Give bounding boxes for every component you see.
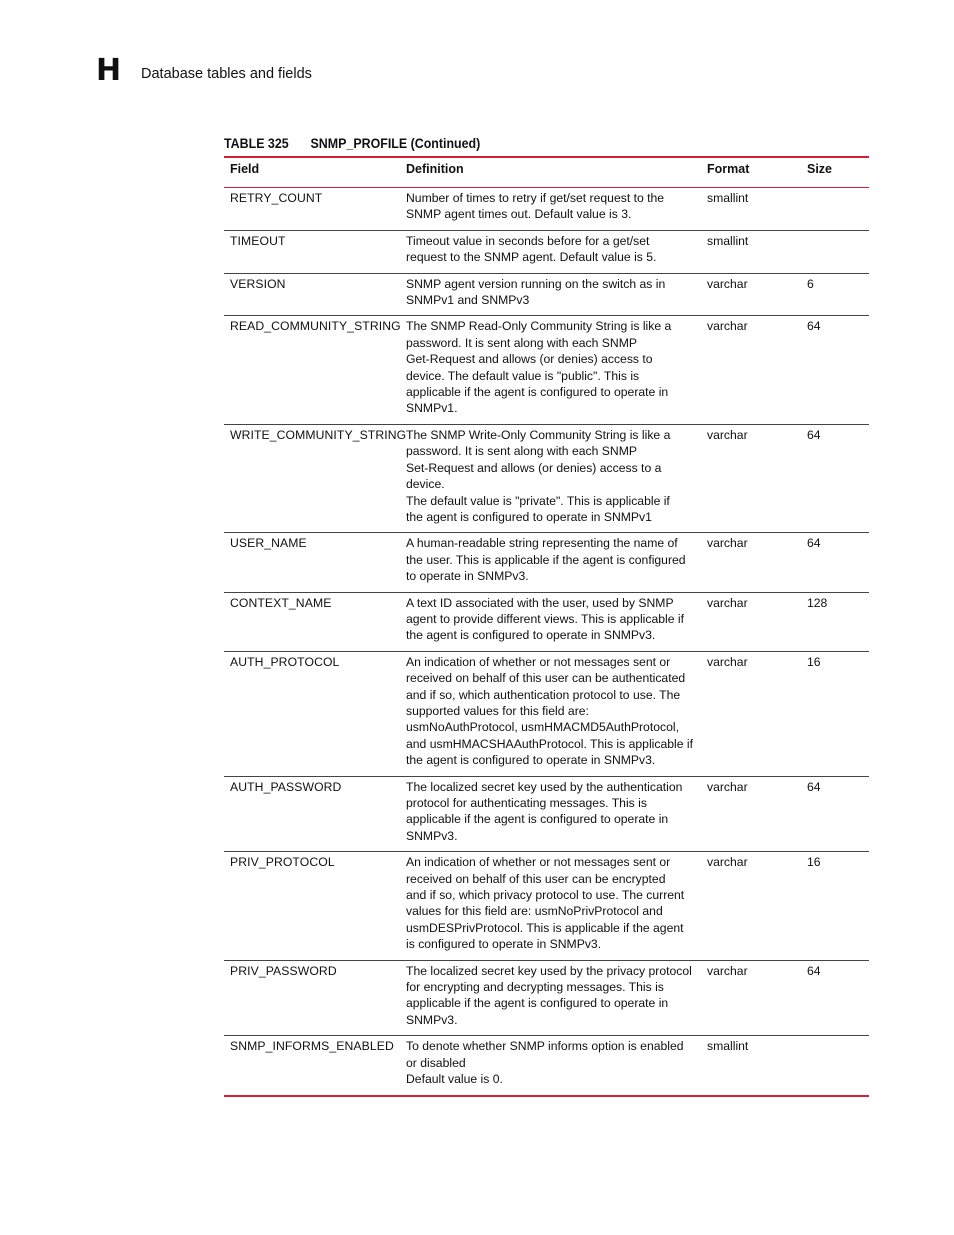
table-row <box>224 316 869 424</box>
cell-size: 16 <box>807 654 821 669</box>
definition-line: An indication of whether or not messages sent or <box>406 855 671 870</box>
definition-line: SNMP agent times out. Default value is 3. <box>406 207 632 222</box>
table-row <box>224 533 869 592</box>
column-header-format: Format <box>707 162 750 176</box>
cell-field: AUTH_PROTOCOL <box>230 654 340 669</box>
table-header-row <box>224 157 869 188</box>
cell-definition <box>400 230 701 273</box>
table-title: SNMP_PROFILE (Continued) <box>310 136 481 151</box>
cell-definition <box>400 776 701 852</box>
cell-definition <box>400 424 701 532</box>
cell-field: VERSION <box>230 276 286 291</box>
definition-line: the agent is configured to operate in SNMPv1 <box>406 509 652 524</box>
cell-field: CONTEXT_NAME <box>230 595 332 610</box>
definition-line: protocol for authenticating messages. This is <box>406 796 647 810</box>
cell-format: varchar <box>707 276 748 291</box>
definition-line: and usmHMACSHAAuthProtocol. This is applicable if <box>406 736 693 751</box>
definition-line: request to the SNMP agent. Default value is 5. <box>406 250 657 265</box>
cell-format: smallint <box>707 191 749 205</box>
cell-field: RETRY_COUNT <box>230 191 323 205</box>
snmp-profile-table <box>224 156 869 1097</box>
cell-definition <box>400 651 701 776</box>
cell-size: 6 <box>807 276 814 291</box>
cell-definition <box>400 592 701 651</box>
definition-line: device. <box>406 477 445 492</box>
chapter-letter: H <box>96 53 122 88</box>
cell-size: 64 <box>807 427 821 442</box>
cell-definition <box>400 273 701 316</box>
definition-line: agent to provide different views. This is applicable if <box>406 611 684 626</box>
definition-line: SNMP agent version running on the switch as in <box>406 276 666 291</box>
cell-field: PRIV_PASSWORD <box>230 963 337 978</box>
definition-line: is configured to operate in SNMPv3. <box>406 937 602 952</box>
cell-format: varchar <box>707 536 748 551</box>
definition-line: Default value is 0. <box>406 1072 503 1087</box>
cell-format: varchar <box>707 595 748 610</box>
cell-definition <box>400 960 701 1036</box>
cell-format: varchar <box>707 654 748 669</box>
table-row <box>224 776 869 852</box>
cell-size: 128 <box>807 595 828 610</box>
cell-field: TIMEOUT <box>230 233 286 248</box>
cell-size <box>801 188 869 231</box>
definition-line: applicable if the agent is configured to operate in <box>406 996 669 1011</box>
table-row <box>224 960 869 1036</box>
cell-format: varchar <box>707 319 748 334</box>
definition-line: device. The default value is "public". This is <box>406 368 640 383</box>
table-row <box>224 651 869 776</box>
definition-line: A human-readable string representing the name of <box>406 536 678 551</box>
cell-size: 64 <box>807 779 821 794</box>
cell-format: varchar <box>707 855 748 870</box>
definition-line: Get-Request and allows (or denies) access to <box>406 352 653 367</box>
cell-size: 64 <box>807 536 821 551</box>
table-number: TABLE 325 <box>224 136 289 151</box>
definition-line: to operate in SNMPv3. <box>406 569 529 584</box>
definition-line: the agent is configured to operate in SNMPv3. <box>406 628 656 643</box>
column-header-size: Size <box>807 162 833 176</box>
table-row <box>224 592 869 651</box>
cell-size <box>801 1036 869 1096</box>
cell-field: SNMP_INFORMS_ENABLED <box>230 1039 394 1054</box>
definition-line: SNMPv3. <box>406 1012 458 1027</box>
cell-field: READ_COMMUNITY_STRING <box>230 319 401 334</box>
definition-line: Set-Request and allows (or denies) access to a <box>406 460 662 475</box>
definition-line: applicable if the agent is configured to operate in <box>406 812 669 827</box>
definition-line: the agent is configured to operate in SNMPv3. <box>406 753 656 768</box>
cell-format: smallint <box>707 233 749 248</box>
definition-line: values for this field are: usmNoPrivProtocol and <box>406 904 663 919</box>
column-header-field: Field <box>230 162 260 176</box>
cell-field: WRITE_COMMUNITY_STRING <box>230 427 407 442</box>
definition-line: The localized secret key used by the privacy protocol <box>406 963 692 978</box>
definition-line: or disabled <box>406 1055 466 1070</box>
definition-line: To denote whether SNMP informs option is enabled <box>406 1039 684 1054</box>
definition-line: usmNoAuthProtocol, usmHMACMD5AuthProtocol, <box>406 720 679 735</box>
table-row <box>224 852 869 960</box>
definition-line: The SNMP Read-Only Community String is like a <box>406 319 672 334</box>
definition-line: usmDESPrivProtocol. This is applicable if the agent <box>406 920 684 935</box>
definition-line: and if so, which privacy protocol to use. The current <box>406 888 685 903</box>
table-row <box>224 230 869 273</box>
table-row <box>224 188 869 231</box>
definition-line: Number of times to retry if get/set request to the <box>406 191 665 205</box>
definition-line: An indication of whether or not messages sent or <box>406 654 671 669</box>
cell-size: 16 <box>807 855 821 870</box>
definition-line: password. It is sent along with each SNMP <box>406 444 637 459</box>
cell-format: smallint <box>707 1039 749 1054</box>
definition-line: applicable if the agent is configured to operate in <box>406 385 669 400</box>
cell-size: 64 <box>807 319 821 334</box>
cell-format: varchar <box>707 427 748 442</box>
table-body <box>224 188 869 1096</box>
cell-definition <box>400 533 701 592</box>
cell-definition <box>400 852 701 960</box>
definition-line: received on behalf of this user can be authenticated <box>406 671 686 686</box>
cell-field: AUTH_PASSWORD <box>230 779 342 794</box>
table-row <box>224 1036 869 1096</box>
definition-line: the user. This is applicable if the agent is configured <box>406 552 686 567</box>
cell-size: 64 <box>807 963 821 978</box>
definition-line: SNMPv3. <box>406 828 458 843</box>
definition-line: received on behalf of this user can be encrypted <box>406 871 666 886</box>
cell-definition <box>400 188 701 231</box>
chapter-title: Database tables and fields <box>141 66 312 82</box>
definition-line: Timeout value in seconds before for a get/set <box>406 233 650 248</box>
table-row <box>224 424 869 532</box>
cell-definition <box>400 316 701 424</box>
definition-line: The localized secret key used by the authentication <box>406 779 683 794</box>
cell-definition <box>400 1036 701 1096</box>
cell-field: USER_NAME <box>230 536 307 551</box>
definition-line: password. It is sent along with each SNMP <box>406 335 637 350</box>
definition-line: for encrypting and decrypting messages. This is <box>406 980 664 995</box>
definition-line: supported values for this field are: <box>406 703 589 718</box>
definition-line: The SNMP Write-Only Community String is like a <box>406 427 671 442</box>
definition-line: The default value is "private". This is applicable if <box>406 493 670 508</box>
definition-line: SNMPv1. <box>406 401 458 416</box>
cell-format: varchar <box>707 963 748 978</box>
table-caption <box>224 135 480 153</box>
cell-format: varchar <box>707 779 748 794</box>
table-row <box>224 273 869 316</box>
cell-size <box>801 230 869 273</box>
definition-line: SNMPv1 and SNMPv3 <box>406 293 530 308</box>
definition-line: A text ID associated with the user, used by SNMP <box>406 595 674 610</box>
definition-line: and if so, which authentication protocol to use. The <box>406 687 681 702</box>
cell-field: PRIV_PROTOCOL <box>230 855 335 870</box>
column-header-definition: Definition <box>406 162 464 176</box>
